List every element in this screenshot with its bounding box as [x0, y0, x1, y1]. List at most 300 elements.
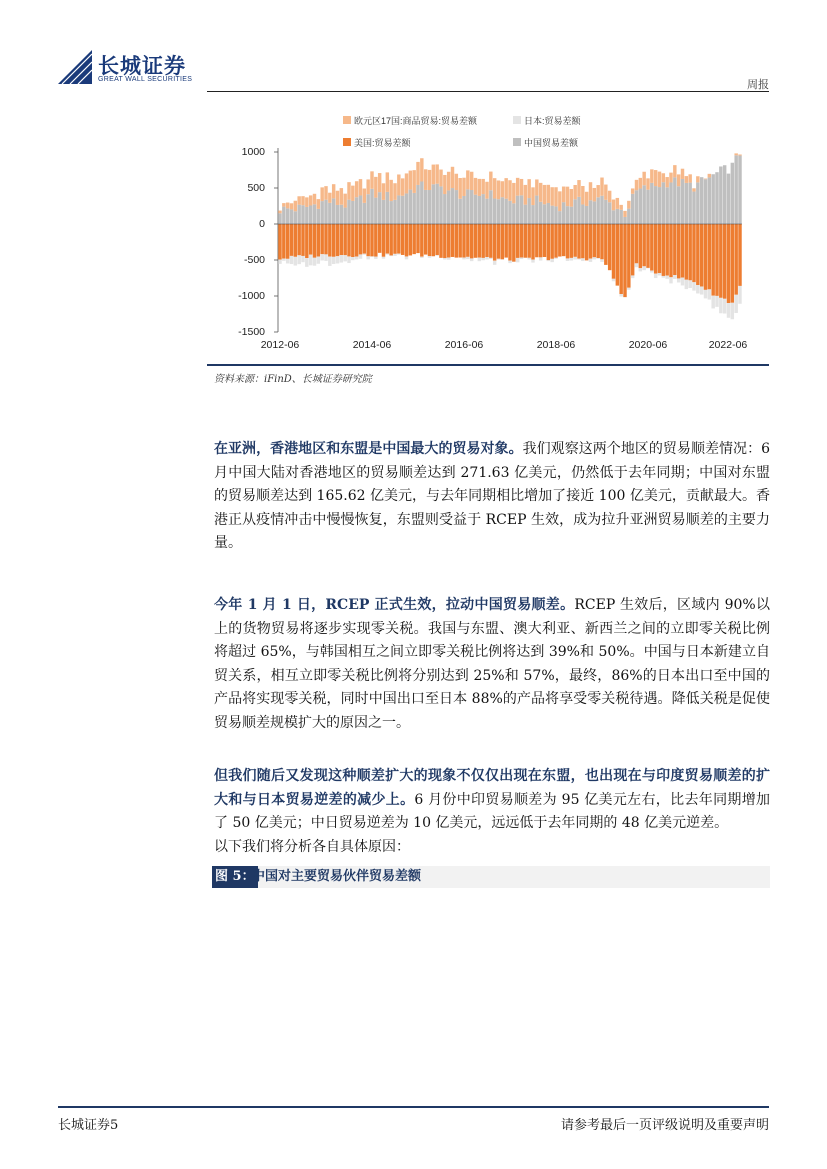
bar-china [512, 203, 515, 224]
bar-usa [715, 224, 718, 296]
bar-euro [669, 173, 672, 183]
bar-japan [639, 268, 642, 271]
bar-china [508, 201, 511, 224]
bar-china [389, 201, 392, 224]
bar-japan [654, 274, 657, 278]
legend-swatch [513, 138, 521, 146]
bar-usa [409, 224, 412, 255]
bar-china [297, 205, 300, 224]
bar-euro [627, 201, 630, 209]
bar-china [685, 183, 688, 224]
bar-euro [604, 185, 607, 200]
bar-china [631, 194, 634, 224]
bar-euro [340, 188, 343, 205]
bar-usa [343, 224, 346, 255]
bar-china [351, 201, 354, 224]
legend-swatch [343, 116, 351, 124]
bar-usa [700, 224, 703, 286]
bar-japan [374, 257, 377, 259]
bar-china [558, 211, 561, 224]
bar-japan [297, 255, 300, 264]
bar-euro [489, 172, 492, 191]
bar-china [416, 185, 419, 224]
bar-euro [558, 191, 561, 211]
bar-china [278, 213, 281, 224]
bar-usa [600, 224, 603, 259]
bar-euro [286, 203, 289, 209]
bar-euro [393, 183, 396, 200]
bar-euro [439, 170, 442, 187]
bar-japan [715, 296, 718, 307]
bar-usa [589, 224, 592, 259]
bar-china [708, 177, 711, 224]
bar-china [439, 186, 442, 224]
bar-japan [688, 280, 691, 288]
bar-japan [570, 258, 573, 261]
paragraph-india-japan [214, 765, 770, 859]
bar-usa [508, 224, 511, 261]
x-tick-label: 2014-06 [352, 339, 392, 351]
bar-usa [685, 224, 688, 280]
bar-usa [386, 224, 389, 254]
paragraph-lead: 在亚洲，香港地区和东盟是中国最大的贸易对象。 [214, 441, 523, 457]
bar-usa [320, 224, 323, 254]
bar-japan [290, 256, 293, 264]
bar-euro [301, 196, 304, 205]
bar-japan [489, 258, 492, 259]
bar-euro [389, 180, 392, 201]
legend-label: 美国:贸易差额 [354, 138, 411, 148]
bar-china [662, 182, 665, 224]
bar-euro [493, 178, 496, 198]
bar-china [424, 190, 427, 224]
bar-japan [336, 256, 339, 263]
source-divider [207, 364, 769, 366]
bar-euro [550, 187, 553, 205]
bar-euro [600, 178, 603, 196]
bar-china [447, 190, 450, 224]
bar-euro [278, 211, 281, 214]
bar-euro [432, 165, 435, 185]
bar-usa [328, 224, 331, 257]
bar-china [531, 205, 534, 224]
bar-japan [704, 290, 707, 298]
bar-usa [570, 224, 573, 258]
bar-usa [435, 224, 438, 255]
bar-japan [313, 258, 316, 266]
bar-japan [386, 254, 389, 255]
bar-china [577, 197, 580, 224]
bar-china [596, 197, 599, 224]
bar-china [554, 206, 557, 224]
bar-usa [639, 224, 642, 268]
bar-euro [543, 185, 546, 204]
bar-china [305, 207, 308, 224]
bar-euro [435, 164, 438, 183]
bar-usa [665, 224, 668, 276]
legend-label: 欧元区17国:商品贸易:贸易差额 [354, 116, 478, 126]
document-type: 周报 [747, 78, 769, 91]
bar-usa [711, 224, 714, 296]
bar-usa [355, 224, 358, 257]
bar-japan [443, 258, 446, 259]
bar-euro [347, 182, 350, 200]
bar-japan [332, 257, 335, 264]
bar-japan [520, 257, 523, 259]
bar-usa [727, 224, 730, 303]
bar-china [608, 202, 611, 224]
bar-usa [489, 224, 492, 258]
bar-china [397, 195, 400, 224]
bar-japan [389, 255, 392, 256]
bar-china [489, 190, 492, 224]
bar-usa [405, 224, 408, 256]
bar-usa [451, 224, 454, 257]
bar-usa [581, 224, 584, 258]
bar-china [650, 183, 653, 224]
bar-china [294, 211, 297, 224]
bar-euro [474, 178, 477, 195]
bar-usa [424, 224, 427, 255]
bar-china [374, 198, 377, 224]
bar-japan [470, 258, 473, 261]
bar-usa [504, 224, 507, 258]
bar-japan [708, 289, 711, 299]
bar-china [493, 199, 496, 224]
bar-usa [317, 224, 320, 256]
bar-usa [688, 224, 691, 280]
bar-china [719, 166, 722, 224]
bar-china [336, 205, 339, 224]
bar-japan [692, 282, 695, 290]
bar-japan [738, 286, 741, 304]
bar-china [347, 200, 350, 224]
bar-china [485, 199, 488, 224]
bar-usa [654, 224, 657, 274]
bar-euro [547, 185, 550, 203]
bar-usa [501, 224, 504, 259]
y-tick-label: -500 [243, 254, 265, 266]
bar-usa [543, 224, 546, 257]
bar-euro [443, 175, 446, 194]
paragraph-body: RCEP 生效后，区域内 90%以上的货物贸易将逐步实现零关税。我国与东盟、澳大利亚、新西兰之间的立即零关税比例将超过 65%，与韩国相互之间立即零关税比例将达到 39%和 50%。中国与日本新建立自贸关系，相互立即零关税比例将分别达到 25%和 57%，最终，86%的日本出口至中国的产品将实现零关税，同时中国出口至日本 88%的产品将享受零关税待遇。降低关税是促使贸易顺差规模扩大的原因之一。 [214, 597, 770, 731]
bar-china [600, 196, 603, 224]
bar-china [539, 202, 542, 224]
bar-usa [616, 224, 619, 286]
bar-euro [294, 201, 297, 212]
bar-japan [317, 256, 320, 263]
bar-china [504, 199, 507, 224]
bar-euro [397, 174, 400, 195]
bar-euro [642, 172, 645, 186]
bar-usa [677, 224, 680, 278]
bar-euro [328, 193, 331, 203]
bar-usa [478, 224, 481, 258]
bar-euro [455, 174, 458, 190]
bar-china [320, 201, 323, 224]
bar-japan [662, 276, 665, 278]
bar-china [723, 165, 726, 224]
bar-china [642, 185, 645, 224]
bar-usa [635, 224, 638, 263]
bar-usa [524, 224, 527, 258]
bar-euro [512, 183, 515, 203]
bar-japan [612, 279, 615, 281]
bar-china [627, 209, 630, 224]
bar-china [715, 172, 718, 224]
bar-euro [696, 176, 699, 182]
bar-usa [516, 224, 519, 258]
bar-usa [447, 224, 450, 258]
bar-japan [669, 277, 672, 283]
bar-japan [466, 257, 469, 259]
bar-euro [608, 191, 611, 203]
bar-japan [650, 271, 653, 273]
bar-euro [336, 191, 339, 205]
bar-china [677, 186, 680, 224]
bar-china [370, 189, 373, 224]
bar-usa [593, 224, 596, 257]
bar-china [309, 205, 312, 224]
bar-china [692, 192, 695, 224]
trade-balance-chart [207, 108, 772, 356]
bar-euro [409, 171, 412, 190]
bar-japan [497, 259, 500, 260]
bar-japan [723, 299, 726, 314]
bar-euro [420, 158, 423, 181]
bar-euro [297, 196, 300, 204]
logo-subtext: GREAT WALL SECURITIES [98, 76, 193, 83]
bar-euro [401, 178, 404, 195]
bar-china [301, 205, 304, 224]
bar-euro [704, 179, 707, 180]
bar-china [681, 179, 684, 224]
bar-china [355, 197, 358, 224]
bar-japan [420, 257, 423, 258]
bar-china [550, 206, 553, 224]
footer-page-label: 长城证券5 [58, 1118, 119, 1133]
bar-euro [416, 162, 419, 185]
bar-japan [286, 259, 289, 264]
bar-china [589, 200, 592, 224]
bar-japan [363, 254, 366, 255]
bar-china [332, 198, 335, 224]
bar-china [516, 196, 519, 224]
bar-japan [359, 254, 362, 258]
bar-japan [447, 258, 450, 260]
bar-china [366, 194, 369, 224]
bar-usa [324, 224, 327, 254]
bar-euro [566, 187, 569, 206]
bar-usa [359, 224, 362, 254]
paragraph-body: 6 月份中印贸易顺差为 95 亿美元左右，比去年同期增加了 50 亿美元；中日贸易逆差为 10 亿美元，远远低于去年同期的 48 亿美元逆差。 [214, 791, 771, 831]
bar-china [566, 206, 569, 224]
bar-china [658, 187, 661, 224]
bar-japan [516, 258, 519, 262]
bar-japan [527, 258, 530, 260]
bar-china [570, 207, 573, 224]
bar-euro [374, 177, 377, 198]
bar-usa [550, 224, 553, 259]
bar-euro [570, 189, 573, 207]
paragraph-lead: 但我们随后又发现这种顺差扩大的现象不仅仅出现在东盟，也出现在与印度贸易顺差的扩大和与日本贸易逆差的减少上。 [214, 768, 770, 808]
bar-china [612, 210, 615, 224]
bar-usa [416, 224, 419, 253]
y-tick-label: 0 [259, 218, 265, 230]
bar-japan [481, 258, 484, 260]
bar-china [535, 196, 538, 224]
bar-china [639, 189, 642, 224]
bar-euro [654, 170, 657, 186]
bar-china [688, 183, 691, 224]
bar-japan [600, 259, 603, 262]
bar-japan [719, 298, 722, 313]
bar-usa [535, 224, 538, 257]
bar-usa [366, 224, 369, 256]
bar-usa [731, 224, 734, 303]
bar-china [328, 203, 331, 224]
bar-japan [658, 273, 661, 275]
bar-china [474, 195, 477, 224]
bar-china [401, 196, 404, 224]
bar-usa [623, 224, 626, 297]
bar-euro [535, 179, 538, 195]
bar-euro [516, 178, 519, 196]
bar-usa [313, 224, 316, 258]
bar-china [581, 204, 584, 224]
bar-euro [573, 185, 576, 199]
bar-euro [734, 153, 737, 155]
bar-euro [355, 181, 358, 197]
bar-japan [347, 256, 350, 263]
bar-china [673, 177, 676, 224]
bar-usa [278, 224, 281, 260]
bar-china [665, 187, 668, 224]
legend-swatch [513, 116, 521, 124]
bar-usa [708, 224, 711, 289]
bar-japan [328, 257, 331, 266]
bar-usa [692, 224, 695, 282]
bar-china [524, 205, 527, 224]
legend-label: 日本:贸易差额 [524, 116, 581, 126]
bar-usa [539, 224, 542, 257]
bar-china [393, 200, 396, 224]
bar-euro [282, 203, 285, 206]
bar-euro [508, 180, 511, 201]
bar-usa [432, 224, 435, 256]
bar-japan [282, 259, 285, 261]
bar-china [738, 156, 741, 224]
bar-china [520, 195, 523, 224]
bar-japan [547, 260, 550, 261]
bar-usa [673, 224, 676, 275]
bar-japan [305, 258, 308, 267]
legend-label: 中国贸易差额 [524, 138, 579, 148]
footer-divider [58, 1106, 769, 1108]
bar-japan [428, 256, 431, 258]
bar-euro [370, 171, 373, 188]
bar-euro [677, 174, 680, 186]
bar-usa [332, 224, 335, 257]
bar-euro [485, 182, 488, 199]
bar-usa [389, 224, 392, 255]
bar-japan [382, 257, 385, 259]
bar-euro [581, 186, 584, 204]
bar-euro [692, 188, 695, 191]
bar-euro [665, 177, 668, 187]
bar-euro [685, 176, 688, 183]
bar-china [616, 209, 619, 224]
bar-euro [504, 178, 507, 199]
bar-usa [301, 224, 304, 256]
bar-euro [466, 170, 469, 189]
bar-euro [738, 154, 741, 155]
bar-china [378, 192, 381, 224]
bar-euro [623, 211, 626, 217]
figure-title: 中国对主要贸易伙伴贸易差额 [252, 869, 422, 884]
bar-euro [478, 179, 481, 196]
y-tick-label: -1000 [238, 290, 265, 302]
bar-usa [585, 224, 588, 260]
bar-euro [554, 187, 557, 206]
bar-euro [366, 179, 369, 194]
bar-usa [393, 224, 396, 254]
bar-usa [374, 224, 377, 257]
bar-euro [577, 180, 580, 197]
figure-caption [212, 866, 770, 888]
bar-japan [554, 258, 557, 259]
bar-china [481, 194, 484, 224]
bar-usa [566, 224, 569, 258]
bar-japan [351, 257, 354, 260]
bar-china [359, 195, 362, 224]
bar-japan [485, 257, 488, 260]
bar-china [412, 193, 415, 224]
bar-china [547, 203, 550, 224]
bar-japan [366, 256, 369, 259]
bar-usa [458, 224, 461, 258]
bar-euro [585, 192, 588, 206]
bar-china [543, 204, 546, 224]
bar-usa [336, 224, 339, 256]
bar-china [619, 210, 622, 224]
bar-usa [462, 224, 465, 258]
bar-japan [696, 285, 699, 293]
bar-usa [619, 224, 622, 294]
bar-china [585, 206, 588, 224]
chart-source: 资料来源：iFinD、长城证券研究院 [214, 374, 372, 385]
bar-euro [305, 197, 308, 207]
bar-euro [290, 203, 293, 209]
bar-usa [297, 224, 300, 255]
bar-usa [596, 224, 599, 258]
bar-japan [324, 254, 327, 261]
bar-japan [278, 260, 281, 264]
bar-euro [462, 178, 465, 196]
bar-euro [481, 179, 484, 194]
bar-euro [320, 187, 323, 201]
bar-usa [558, 224, 561, 257]
bar-china [432, 184, 435, 224]
bar-china [324, 200, 327, 224]
bar-japan [493, 261, 496, 265]
bar-japan [370, 256, 373, 257]
bar-china [405, 193, 408, 224]
bar-usa [669, 224, 672, 277]
x-tick-label: 2022-06 [708, 339, 748, 351]
bar-china [443, 194, 446, 224]
bar-usa [294, 224, 297, 257]
